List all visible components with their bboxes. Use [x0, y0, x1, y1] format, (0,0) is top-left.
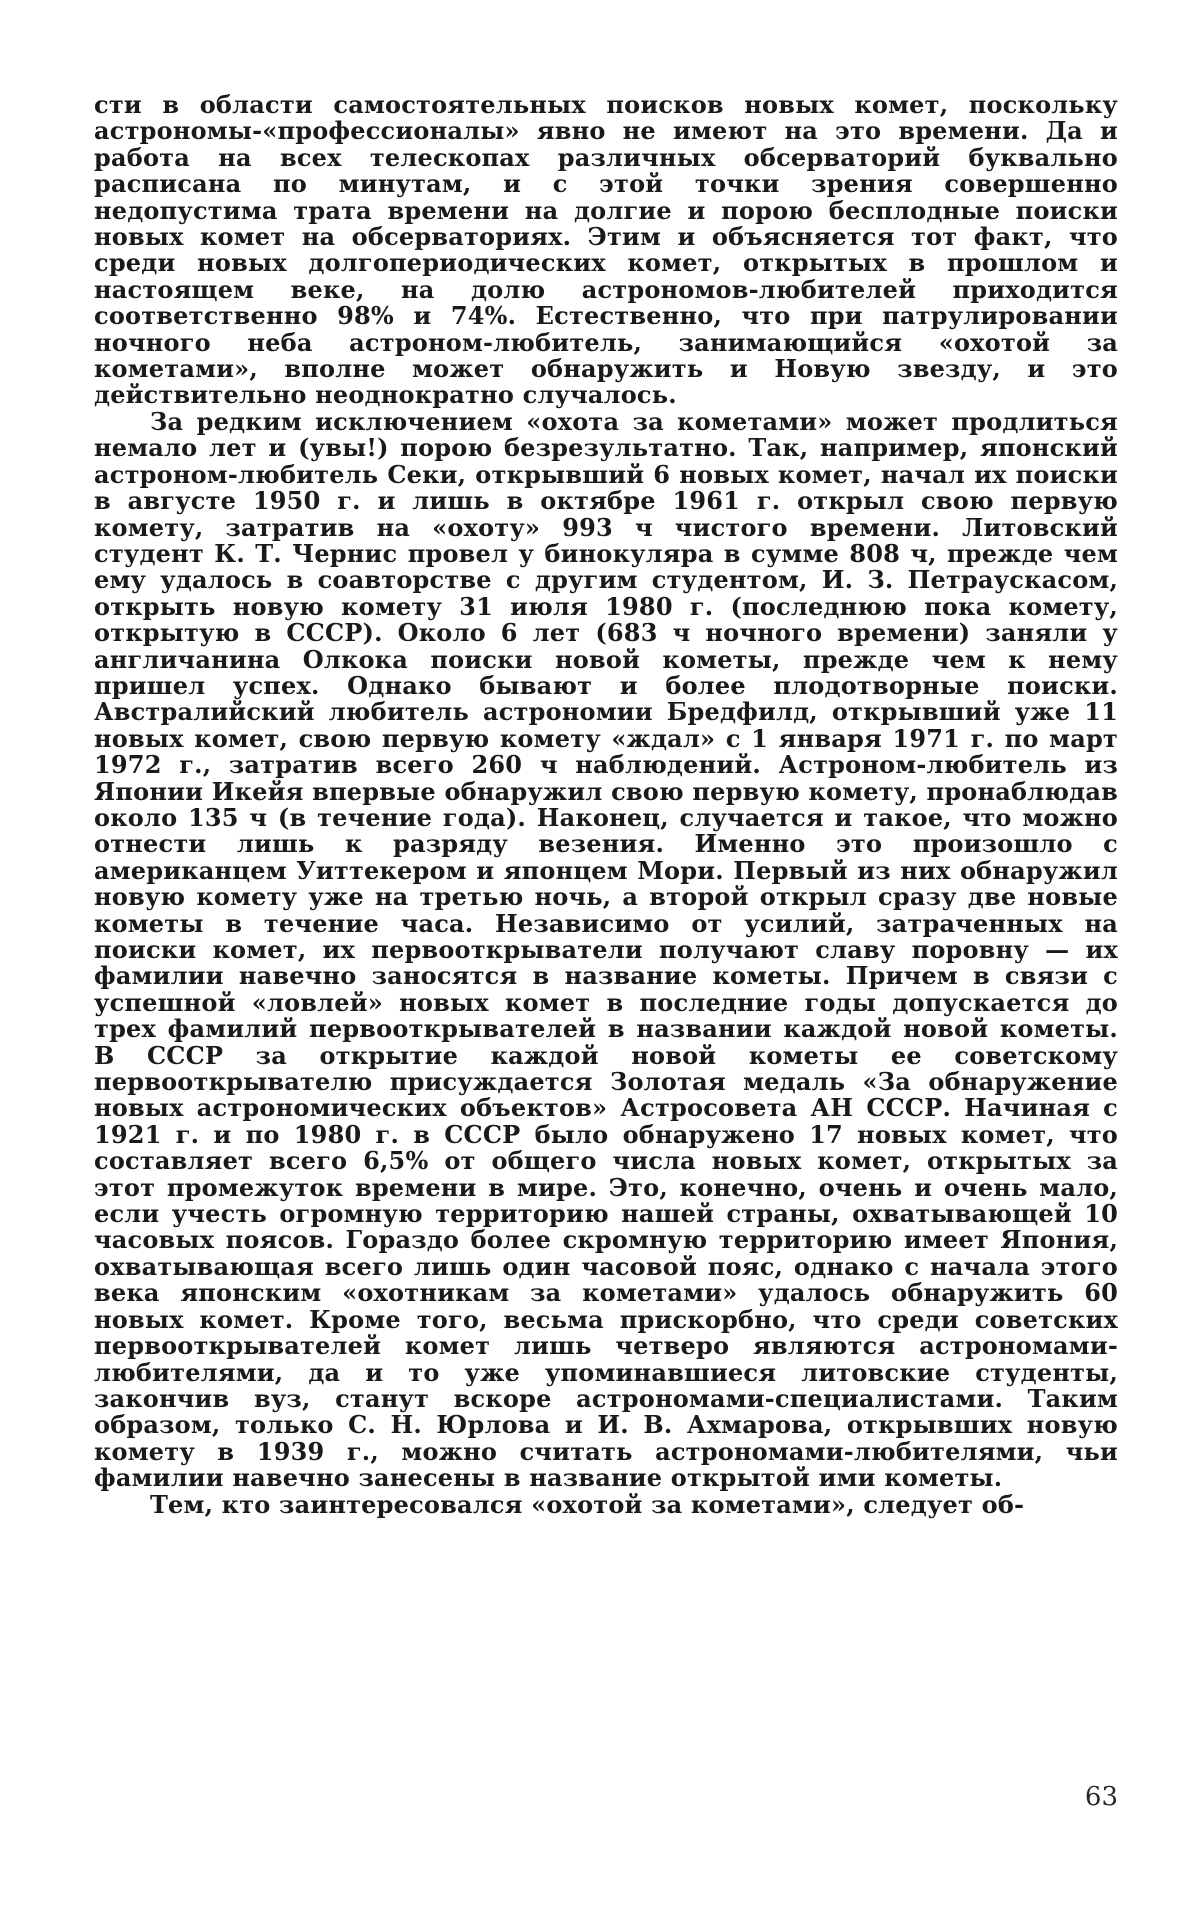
paragraph-2: За редким исключением «охота за кометами» может продлиться немало лет и (увы!) порою безрезультатно. Так, например, японский астроном-любитель Секи, открывший 6 новых комет, начал их поиски в августе 1950 г. и лишь в октябре 1961 г. открыл свою первую комету, затратив на «охоту» 993 ч чистого времени. Литовский студент К. Т. Чернис провел у бинокуляра в сумме 808 ч, прежде чем ему удалось в соавторстве с другим студентом, И. З. Петраускасом, открыть новую комету 31 июля 1980 г. (последнюю пока комету, открытую в СССР). Около 6 лет (683 ч ночного времени) заняли у англичанина Олкока поиски новой кометы, прежде чем к нему пришел успех. Однако бывают и более плодотворные поиски. Австралийский любитель астрономии Бредфилд, открывший уже 11 новых комет, свою первую комету «ждал» с 1 января 1971 г. по март 1972 г., затратив всего 260 ч наблюдений. Астроном-любитель из Японии Икейя впервые обнаружил свою первую комету, пронаблюдав около 135 ч (в течение года). Наконец, случается и такое, что можно отнести лишь к разряду везения. Именно это произошло с американцем Уиттекером и японцем Мори. Первый из них обнаружил новую комету уже на третью ночь, а второй открыл сразу две новые кометы в течение часа. Независимо от усилий, затраченных на поиски комет, их первооткрыватели получают славу поровну — их фамилии навечно заносятся в название кометы. Причем в связи с успешной «ловлей» новых комет в последние годы допускается до трех фамилий первооткрывателей в названии каждой новой кометы. В СССР за открытие каждой новой кометы ее советскому первооткрывателю присуждается Золотая медаль «За обнаружение новых астрономических объектов» Астросовета АН СССР. Начиная с 1921 г. и по 1980 г. в СССР было обнаружено 17 новых комет, что составляет всего 6,5% от общего числа новых комет, открытых за этот промежуток времени в мире. Это, конечно, очень и очень мало, если учесть огромную территорию нашей страны, охватывающей 10 часовых поясов. Гораздо более скромную территорию имеет Япония, охватывающая всего лишь один часовой пояс, однако с начала этого века японским «охотникам за кометами» удалось обнаружить 60 новых комет. Кроме того, весьма прискорбно, что среди советских первооткрывателей комет лишь четверо являются астрономами-любителями, да и то уже упоминавшиеся литовские студенты, закончив вуз, станут вскоре астрономами-специалистами. Таким образом, только С. Н. Юрлова и И. В. Ахмарова, открывших новую комету в 1939 г., можно считать астрономами-любителями, чьи фамилии навечно занесены в название открытой ими кометы. — [94, 406, 1118, 1493]
paragraph-3: Тем, кто заинтересовался «охотой за кометами», следует об- — [150, 1489, 1025, 1519]
page-number: 63 — [1084, 1782, 1118, 1812]
body-text — [94, 92, 1118, 1518]
paragraph-1: сти в области самостоятельных поисков новых комет, поскольку астрономы-«профессионалы» явно не имеют на это времени. Да и работа на всех телескопах различных обсерваторий буквально расписана по минутам, и с этой точки зрения совершенно недопустима трата времени на долгие и порою бесплодные поиски новых комет на обсерваториях. Этим и объясняется тот факт, что среди новых долгопериодических комет, открытых в прошлом и настоящем веке, на долю астрономов-любителей приходится соответственно 98% и 74%. Естественно, что при патрулировании ночного неба астроном-любитель, занимающийся «охотой за кометами», вполне может обнаружить и Новую звезду, и это действительно неоднократно случалось. — [94, 90, 1118, 410]
